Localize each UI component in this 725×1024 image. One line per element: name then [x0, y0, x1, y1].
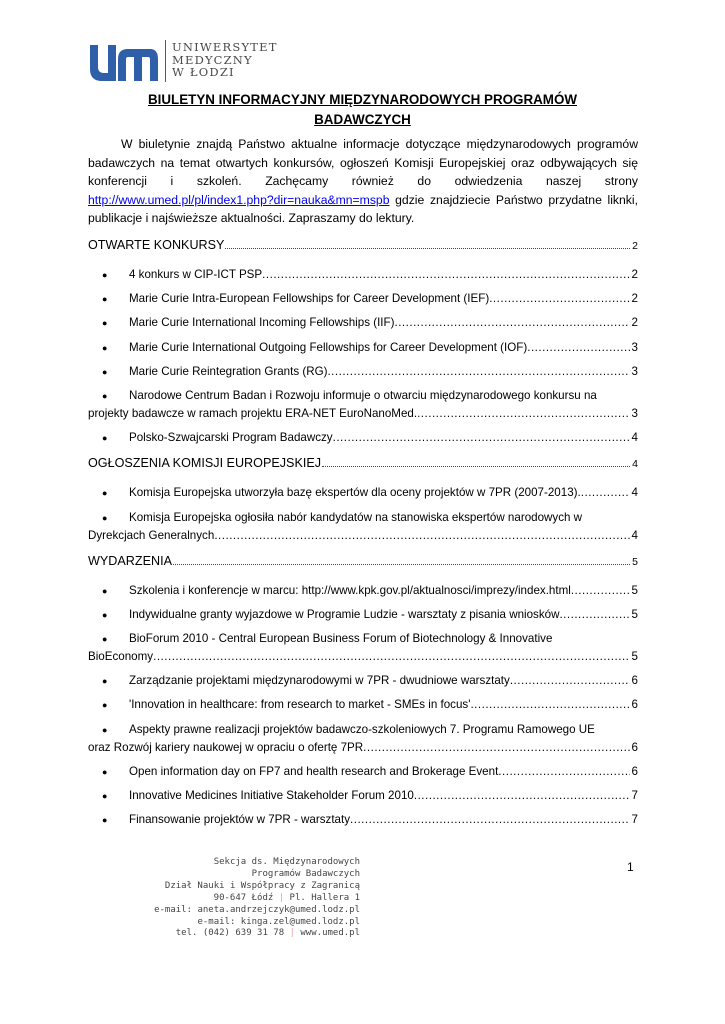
toc-item-label: 'Innovation in healthcare: from research to market - SMEs in focus': [129, 698, 471, 712]
toc-item[interactable]: [88, 696, 638, 714]
toc-item[interactable]: [88, 509, 638, 545]
toc-item-label: Komisja Europejska utworzyła bazę ekspertów dla oceny projektów w 7PR (2007-2013).: [129, 486, 581, 500]
toc-page-number: 2: [631, 316, 638, 330]
title-line-2: BADAWCZYCH: [314, 112, 411, 127]
um-logo-mark-icon: [88, 45, 160, 81]
toc-leader: [322, 466, 630, 467]
toc-heading-ogloszenia[interactable]: [88, 453, 638, 478]
bullet-icon: ●: [102, 676, 108, 687]
bullet-icon: ●: [102, 488, 108, 499]
toc-item-label: Indywidualne granty wyjazdowe w Programie Ludzie - warsztaty z pisania wniosków: [129, 607, 560, 621]
toc-page-number: 6: [631, 674, 638, 688]
toc-item[interactable]: [88, 339, 638, 357]
logo-text: [172, 41, 278, 79]
toc-page-number: 4: [631, 486, 638, 500]
bullet-icon: ●: [102, 366, 108, 377]
umed-link[interactable]: http://www.umed.pl/pl/index1.php?dir=nauka&mn=mspb: [88, 192, 390, 207]
toc-page-number: 3: [631, 364, 638, 378]
bullet-icon: ●: [102, 294, 108, 305]
toc-page-number: 5: [631, 583, 638, 597]
toc-leader: [173, 564, 630, 565]
toc-page-number: 5: [632, 555, 638, 568]
toc-item-label: Szkolenia i konferencje w marcu: http://www.kpk.gov.pl/aktualnosci/imprezy/index.html: [129, 583, 571, 597]
toc-item-label-cont: BioEconomy: [88, 650, 154, 664]
intro-text-before: W biuletynie znajdą Państwo aktualne informacje dotyczące międzynarodowych programów badawczych na temat otwartych konkursów, ogłoszeń Komisji Europejskiej oraz odbywających się konferencji i szkoleń. Zachęcamy również do odwiedzenia naszej strony: [88, 137, 638, 188]
toc-item[interactable]: [88, 787, 638, 805]
toc-item[interactable]: [88, 290, 638, 308]
bullet-icon: ●: [102, 342, 108, 353]
toc-item-label: Open information day on FP7 and health research and Brokerage Event: [129, 764, 499, 778]
toc-leader: [394, 314, 629, 332]
toc-item[interactable]: [88, 266, 638, 284]
logo-line-3: W ŁODZI: [172, 65, 235, 79]
toc-item[interactable]: [88, 429, 638, 447]
toc-page-number: 5: [631, 650, 638, 664]
toc-leader: [571, 582, 630, 600]
toc-page-number: 3: [631, 406, 638, 420]
toc-item-label: 4 konkurs w CIP-ICT PSP: [129, 268, 263, 281]
footer-separator: |: [278, 892, 285, 903]
toc-item-label-cont: projekty badawcze w ramach projektu ERA-NET EuroNanoMed.: [88, 406, 418, 420]
toc-item-label: Marie Curie International Outgoing Fellowships for Career Development (IOF): [129, 340, 528, 354]
toc-item[interactable]: [88, 606, 638, 624]
toc-item-label: Marie Curie Reintegration Grants (RG): [129, 364, 328, 378]
bullet-icon: ●: [102, 815, 108, 826]
bullet-icon: ●: [102, 270, 108, 280]
toc-item-label: Komisja Europejska ogłosiła nabór kandydatów na stanowiska ekspertów narodowych w: [129, 510, 583, 524]
toc-page-number: 6: [631, 740, 638, 754]
toc-page-number: 5: [631, 607, 638, 621]
logo-line-1: UNIWERSYTET: [172, 40, 278, 54]
toc-item-label: Zarządzanie projektami międzynarodowymi w 7PR - dwudniowe warsztaty: [129, 674, 510, 688]
bullet-icon: ●: [102, 634, 108, 645]
toc-leader: [510, 672, 630, 690]
toc-leader: [470, 696, 629, 714]
intro-text-after: gdzie znajdziecie Państwo przydatne liknki, publikacje i najświeższe aktualności. Zapraszamy do lektury.: [88, 192, 638, 225]
toc-page-number: 6: [631, 764, 638, 778]
bullet-icon: ●: [102, 585, 108, 596]
toc-item-label: Marie Curie Intra-European Fellowships for Career Development (IEF): [129, 292, 490, 306]
toc-leader: [225, 248, 630, 249]
toc-item-label: BioForum 2010 - Central European Business Forum of Biotechnology & Innovative: [129, 632, 553, 646]
footer-line-3: Dział Nauki i Współpracy z Zagranicą: [164, 880, 360, 891]
toc-page-number: 2: [631, 268, 638, 281]
toc-leader: [350, 811, 630, 829]
toc-page-number: 2: [632, 240, 638, 252]
footer-email-2: e-mail: kinga.zel@umed.lodz.pl: [197, 916, 360, 927]
toc-page-number: 4: [632, 458, 638, 471]
toc-item-label: Polsko-Szwajcarski Program Badawczy: [129, 431, 333, 445]
bullet-icon: ●: [102, 724, 108, 735]
toc-item[interactable]: [88, 672, 638, 690]
toc-leader: [214, 527, 629, 545]
bullet-icon: ●: [102, 791, 108, 801]
toc-item[interactable]: [88, 484, 638, 502]
university-logo: [88, 40, 278, 85]
toc-item-label: Marie Curie International Incoming Fellowships (IIF): [129, 316, 395, 330]
bulletin-title: [90, 90, 635, 130]
toc-leader: [333, 429, 630, 447]
toc-item-label: Narodowe Centrum Badan i Rozwoju informuje o otwarciu międzynarodowego konkursu na: [129, 388, 597, 402]
intro-paragraph: [88, 135, 638, 228]
footer-contact: [100, 857, 360, 940]
toc-item-label: Innovative Medicines Initiative Stakeholder Forum 2010: [129, 789, 414, 802]
toc-leader: [581, 484, 630, 502]
footer-street: Pl. Hallera 1: [289, 892, 360, 903]
bullet-icon: ●: [102, 433, 108, 444]
toc-heading-label: OGŁOSZENIA KOMISJI EUROPEJSKIEJ: [88, 456, 322, 471]
footer-separator: |: [289, 928, 295, 939]
bullet-icon: ●: [102, 700, 108, 711]
toc-leader: [262, 266, 629, 284]
toc-leader: [417, 405, 629, 423]
toc-leader: [153, 648, 629, 666]
toc-heading-otwarte-konkursy[interactable]: [88, 235, 638, 260]
bullet-icon: ●: [102, 390, 108, 401]
toc-leader: [327, 363, 629, 381]
bullet-icon: ●: [102, 766, 108, 777]
footer-email-1: e-mail: aneta.andrzejczyk@umed.lodz.pl: [154, 904, 360, 915]
toc-item[interactable]: [88, 811, 638, 829]
toc-item-label: Aspekty prawne realizacji projektów badawczo-szkoleniowych 7. Programu Ramowego UE: [129, 722, 595, 736]
toc-page-number: 3: [631, 340, 638, 354]
toc-item-label: Finansowanie projektów w 7PR - warsztaty: [129, 813, 351, 827]
toc-heading-label: OTWARTE KONKURSY: [88, 238, 225, 252]
toc-item[interactable]: [88, 630, 638, 666]
toc-leader: [414, 787, 630, 805]
footer-postcode: 90-647 Łódź: [213, 892, 274, 903]
footer-line-1: Sekcja ds. Międzynarodowych: [213, 857, 360, 867]
title-line-1: BIULETYN INFORMACYJNY MIĘDZYNARODOWYCH PROGRAMÓW: [148, 92, 577, 107]
toc-leader: [363, 739, 629, 757]
toc-page-number: 4: [631, 528, 638, 542]
toc-leader: [489, 290, 629, 308]
toc-leader: [559, 606, 629, 624]
toc-heading-wydarzenia[interactable]: [88, 551, 638, 576]
footer-phone-web: [100, 928, 360, 940]
bullet-icon: ●: [102, 318, 108, 329]
toc-item[interactable]: [88, 314, 638, 332]
bullet-icon: ●: [102, 512, 108, 523]
toc-item[interactable]: [88, 387, 638, 423]
toc-page-number: 4: [631, 431, 638, 445]
toc-leader: [498, 763, 629, 781]
table-of-contents: [88, 235, 638, 835]
toc-item[interactable]: [88, 763, 638, 781]
toc-leader: [527, 339, 629, 357]
toc-item[interactable]: [88, 363, 638, 381]
toc-page-number: 2: [631, 292, 638, 306]
toc-page-number: 7: [631, 813, 638, 827]
toc-page-number: 6: [631, 698, 638, 712]
toc-item[interactable]: [88, 582, 638, 600]
bullet-icon: ●: [102, 609, 108, 620]
toc-item-label-cont: oraz Rozwój kariery naukowej w opraciu o ofertę 7PR: [88, 740, 364, 754]
logo-line-2: MEDYCZNY: [172, 52, 253, 67]
toc-heading-label: WYDARZENIA: [88, 553, 172, 568]
footer-line-2: Programów Badawczych: [251, 868, 360, 879]
page-number: 1: [627, 860, 634, 874]
footer-website: www.umed.pl: [300, 928, 360, 939]
footer-address: [100, 893, 360, 905]
toc-page-number: 7: [631, 789, 638, 802]
toc-item[interactable]: [88, 721, 638, 757]
footer-phone: tel. (042) 639 31 78: [175, 928, 285, 939]
logo-divider: [165, 40, 166, 82]
toc-item-label-cont: Dyrekcjach Generalnych: [88, 528, 215, 542]
